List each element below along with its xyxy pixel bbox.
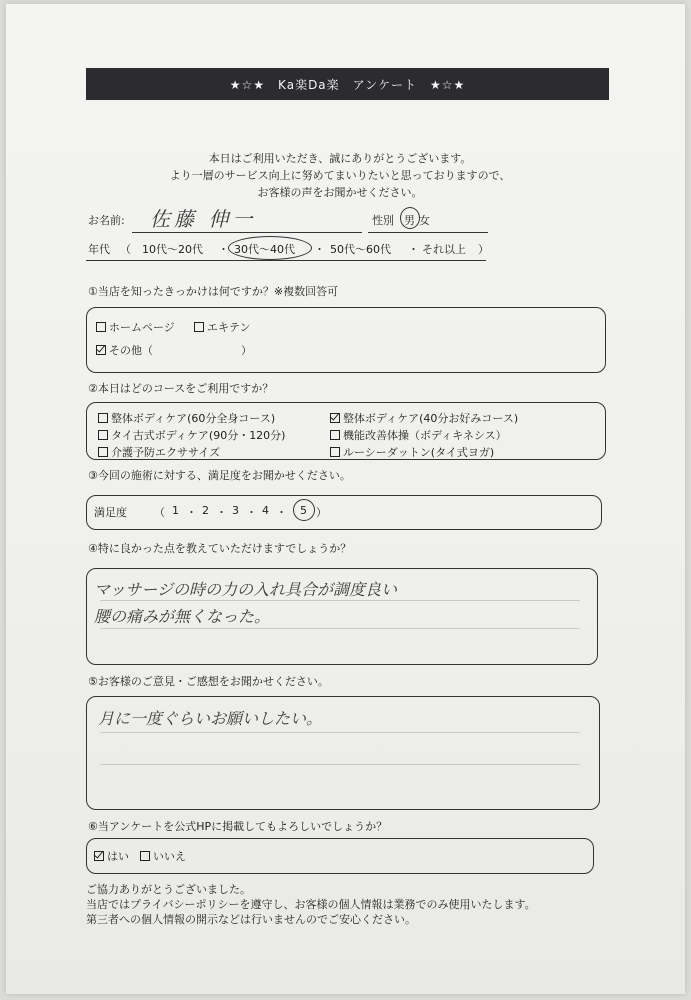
q4-answer-line-1: マッサージの時の力の入れ具合が調度良い (94, 580, 398, 599)
q3-label: ③今回の施術に対する、満足度をお聞かせください。 (88, 469, 351, 482)
q5-label: ⑤お客様のご意見・ご感想をお聞かせください。 (88, 675, 329, 688)
q1-checkbox-other[interactable] (96, 345, 106, 355)
intro-line-3: お客様の声をお聞かせください。 (257, 186, 423, 199)
footer-line-2: 当店ではプライバシーポリシーを遵守し、お客様の個人情報は業務でのみ使用いたします。 (86, 898, 536, 911)
gender-label: 性別 (372, 214, 394, 227)
q3-selected-circle (293, 499, 315, 521)
q3-rating-4[interactable]: 4 (262, 504, 269, 517)
q2-checkbox-3[interactable] (98, 430, 108, 440)
q2-checkbox-6[interactable] (330, 447, 340, 457)
survey-title: ★☆★ Ka楽Da楽 アンケート ★☆★ (86, 68, 609, 100)
q3-rating-2[interactable]: 2 (202, 504, 209, 517)
q2-option-lucy-datton[interactable]: ルーシーダットン(タイ式ヨガ) (330, 444, 494, 460)
q2-checkbox-5[interactable] (98, 447, 108, 457)
q5-answer-line-1: 月に一度ぐらいお願いしたい。 (98, 709, 323, 728)
age-label: 年代 (88, 243, 110, 256)
footer-line-3: 第三者への個人情報の開示などは行いませんのでご安心ください。 (86, 913, 416, 926)
q3-rating-1[interactable]: 1 (172, 504, 179, 517)
q2-option-bodycare-40[interactable]: 整体ボディケア(40分お好みコース) (330, 410, 518, 426)
intro-text (100, 150, 580, 201)
q2-option-thai[interactable]: タイ古式ボディケア(90分・120分) (98, 427, 285, 443)
q2-option-kinesis[interactable]: 機能改善体操（ボディキネシス） (330, 427, 507, 443)
q1-label: ①当店を知ったきっかけは何ですか？※複数回答可 (88, 285, 339, 298)
name-value[interactable]: 佐藤 伸一 (150, 207, 257, 231)
q6-label: ⑥当アンケートを公式HPに掲載してもよろしいでしょうか？ (88, 820, 388, 833)
age-option-30-40[interactable]: 30代～40代 (234, 243, 295, 256)
gender-male[interactable]: 男 (404, 214, 415, 227)
name-label: お名前: (88, 214, 125, 227)
q6-checkbox-yes[interactable] (94, 851, 104, 861)
footer-line-1: ご協力ありがとうございました。 (86, 883, 251, 896)
age-option-10-20[interactable]: 10代～20代 (142, 243, 203, 256)
q4-answer-line-2: 腰の痛みが無くなった。 (94, 607, 271, 626)
q6-option-yes[interactable]: はい (94, 848, 129, 864)
q6-option-no[interactable]: いいえ (140, 848, 186, 864)
q1-checkbox-ekiten[interactable] (194, 322, 204, 332)
q2-checkbox-1[interactable] (98, 413, 108, 423)
q2-checkbox-2[interactable] (330, 413, 340, 423)
q4-label: ④特に良かった点を教えていただけますでしょうか？ (88, 542, 352, 555)
q3-rating-5[interactable]: 5 (300, 504, 307, 517)
intro-line-1: 本日はご利用いただき、誠にありがとうございます。 (208, 152, 472, 165)
footer-notice (86, 882, 536, 927)
q1-checkbox-homepage[interactable] (96, 322, 106, 332)
q6-checkbox-no[interactable] (140, 851, 150, 861)
q1-answer-box (86, 307, 606, 373)
q1-option-other[interactable]: その他（ ） (96, 342, 252, 358)
q1-option-homepage[interactable]: ホームページ (96, 319, 175, 335)
q3-rating-3[interactable]: 3 (232, 504, 239, 517)
gender-female[interactable]: 女 (419, 214, 430, 227)
q1-option-ekiten[interactable]: エキテン (194, 319, 250, 335)
gender-selected-circle (400, 207, 420, 229)
q2-option-care-exercise[interactable]: 介護予防エクササイズ (98, 444, 220, 460)
q2-label: ②本日はどのコースをご利用ですか？ (88, 382, 274, 395)
intro-line-2: より一層のサービス向上に努めてまいりたいと思っておりますので、 (169, 169, 511, 182)
q3-rating-label: 満足度 (94, 506, 127, 519)
q2-option-bodycare-60[interactable]: 整体ボディケア(60分全身コース) (98, 410, 275, 426)
age-option-over[interactable]: それ以上 (422, 243, 466, 256)
age-selected-circle (228, 236, 312, 260)
age-option-50-60[interactable]: 50代～60代 (330, 243, 391, 256)
q2-checkbox-4[interactable] (330, 430, 340, 440)
